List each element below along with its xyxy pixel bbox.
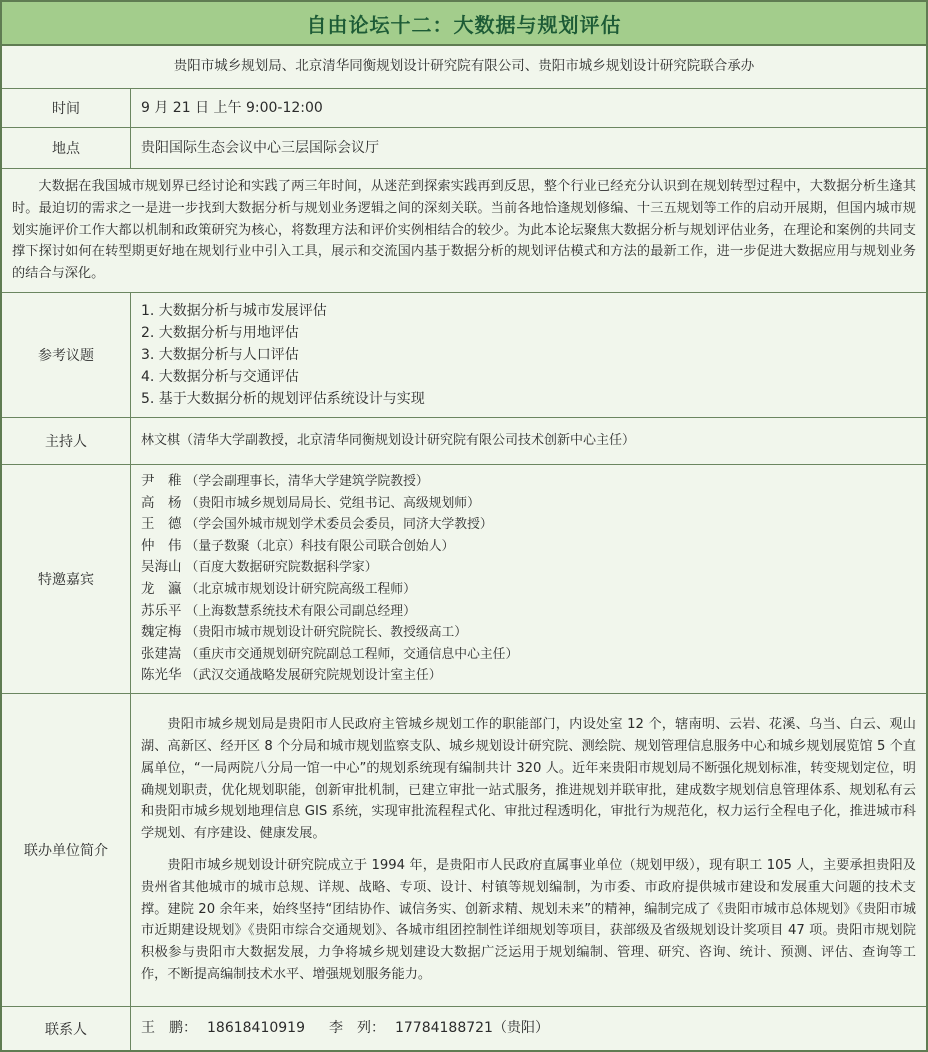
guest-desc: （学会副理事长，清华大学建筑学院教授） (185, 474, 429, 490)
contact-name: 王 鹏： (141, 1020, 197, 1036)
overview-text: 大数据在我国城市规划界已经讨论和实践了两三年时间，从迷茫到探索实践再到反思，整个行业已经充分认识到在规划转型过程中，大数据分析生逢其时。最迫切的需求之一是进一步找到大数据分析与规划业务逻辑之间的深刻关联。当前各地恰逢规划修编、十三五规划等工作的启动开展期，但国内城市规划实施评价工作大都以机制和政策研究为核心，将数理方法和评价实例相结合的较少。为此本论坛聚焦大数据分析与规划评估业务，在理论和案例的共同支撑下探讨如何在转型期更好地在规划行业中引入工具，展示和交流国内基于数据分析的规划评估模式和方法的最新工作，进一步促进大数据应用与规划业务的结合与深化。 (12, 179, 916, 282)
venue-label: 地点 (2, 128, 131, 168)
cohost-label: 联办单位简介 (2, 694, 131, 1006)
guest-name: 魏定梅 (141, 624, 182, 641)
cohost-paragraph: 贵阳市城乡规划局是贵阳市人民政府主管城乡规划工作的职能部门，内设处室 12 个，辖南明、云岩、花溪、乌当、白云、观山湖、高新区、经开区 8 个分局和城市规划监察支队、城乡规划设计研究院、测绘院、规划管理信息服务中心和城乡规划展览馆 5 个直属单位，“一局两院八分局一馆一中心”的规划系统现有编制共计 320 人。近年来贵阳市规划局不断强化规划标准，转变规划定位，明确规划职责，优化规划职能，创新审批机制，已建立审批一站式服务，推进规划并联审批，建成数字规划信息管理体系、规划私有云和贵阳市城乡规划地理信息 GIS 系统，实现审批流程程式化、审批过程透明化，审批行为规范化，权力运行全程电子化，推进城市科学规划、有序建设、健康发展。 (141, 717, 916, 842)
guest-name: 龙 瀛 (141, 581, 182, 597)
topic-item: 1. 大数据分析与城市发展评估 (141, 303, 327, 319)
guest-desc: （百度大数据研究院数据科学家） (185, 560, 378, 576)
guest-item (141, 557, 916, 579)
host-row (2, 418, 926, 465)
guests-list (131, 465, 926, 693)
guest-name: 尹 稚 (141, 473, 182, 490)
topics-label: 参考议题 (2, 293, 131, 417)
organizers-row (2, 46, 926, 89)
guest-item (141, 601, 916, 623)
guest-desc: （贵阳市城乡规划局局长、党组书记、高级规划师） (185, 495, 480, 511)
guest-desc: （学会国外城市规划学术委员会委员，同济大学教授） (185, 517, 493, 533)
guest-desc: （重庆市交通规划研究院副总工程师，交通信息中心主任） (185, 646, 519, 662)
guest-item (141, 536, 916, 558)
guest-item (141, 622, 916, 644)
guest-name: 苏乐平 (141, 602, 182, 619)
guest-name: 张建嵩 (141, 645, 182, 662)
topic-item: 3. 大数据分析与人口评估 (141, 347, 299, 363)
organizers-text: 贵阳市城乡规划局、北京清华同衡规划设计研究院有限公司、贵阳市城乡规划设计研究院联合承办 (173, 58, 755, 75)
topics-row (2, 293, 926, 418)
guest-item (141, 665, 916, 687)
host-value: 林文棋（清华大学副教授，北京清华同衡规划设计研究院有限公司技术创新中心主任） (141, 433, 636, 448)
guest-name: 高 杨 (141, 494, 182, 511)
guest-desc: （贵阳市城市规划设计研究院院长、教授级高工） (185, 625, 468, 641)
guest-name: 吴海山 (141, 559, 182, 576)
contact-name: 李 列： (328, 1020, 385, 1036)
cohost-row (2, 694, 926, 1007)
guest-item (141, 644, 916, 666)
guest-name: 王 德 (141, 516, 182, 533)
time-row (2, 89, 926, 128)
guest-desc: （上海数慧系统技术有限公司副总经理） (185, 603, 416, 619)
guest-item (141, 493, 916, 515)
guests-row (2, 465, 926, 694)
guest-desc: （武汉交通战略发展研究院规划设计室主任） (185, 668, 442, 684)
cohost-paragraph: 贵阳市城乡规划设计研究院成立于 1994 年，是贵阳市人民政府直属事业单位（规划甲级），现有职工 105 人，主要承担贵阳及贵州省其他城市的城市总规、详规、战略、专项、设计、村镇等规划编制，为市委、市政府提供城市建设和发展重大问题的技术支撑。建院 20 余年来，始终坚持“团结协作、诚信务实、创新求精、规划未来”的精神，编制完成了《贵阳市城市总体规划》《贵阳市城市近期建设规划》《贵阳市综合交通规划》、各城市组团控制性详细规划等项目，获部级及省级规划设计奖项目 47 项。贵阳市规划院积极参与贵阳市大数据发展，力争将城乡规划建设大数据广泛运用于规划编制、管理、研究、咨询、统计、预测、评估、查询等工作，不断提高编制技术水平、增强规划服务能力。 (141, 858, 916, 982)
guest-item (141, 471, 916, 493)
guest-item (141, 514, 916, 536)
venue-value: 贵阳国际生态会议中心三层国际会议厅 (141, 140, 379, 156)
overview-row (2, 169, 926, 293)
topic-item: 5. 基于大数据分析的规划评估系统设计与实现 (141, 391, 425, 407)
topics-list (131, 293, 926, 417)
contact-row (2, 1007, 926, 1050)
overview-block (2, 169, 926, 292)
guests-label: 特邀嘉宾 (2, 465, 131, 693)
contact-phone: 18618410919 (207, 1020, 305, 1036)
guest-item (141, 579, 916, 601)
topic-item: 4. 大数据分析与交通评估 (141, 369, 299, 385)
contact-value (131, 1007, 926, 1050)
time-value: 9 月 21 日 上午 9:00-12:00 (141, 100, 323, 116)
guest-name: 陈光华 (141, 667, 182, 684)
venue-row (2, 128, 926, 169)
page-title: 自由论坛十二：大数据与规划评估 (2, 2, 926, 46)
guest-desc: （北京城市规划设计研究院高级工程师） (185, 582, 416, 597)
topic-item: 2. 大数据分析与用地评估 (141, 325, 299, 341)
contact-phone: 17784188721（贵阳） (394, 1020, 549, 1036)
host-label: 主持人 (2, 418, 131, 464)
cohost-intro (131, 694, 926, 1006)
guest-desc: （量子数聚（北京）科技有限公司联合创始人） (185, 538, 455, 554)
time-label: 时间 (2, 89, 131, 127)
contact-label: 联系人 (2, 1007, 131, 1050)
guest-name: 仲 伟 (141, 537, 182, 554)
